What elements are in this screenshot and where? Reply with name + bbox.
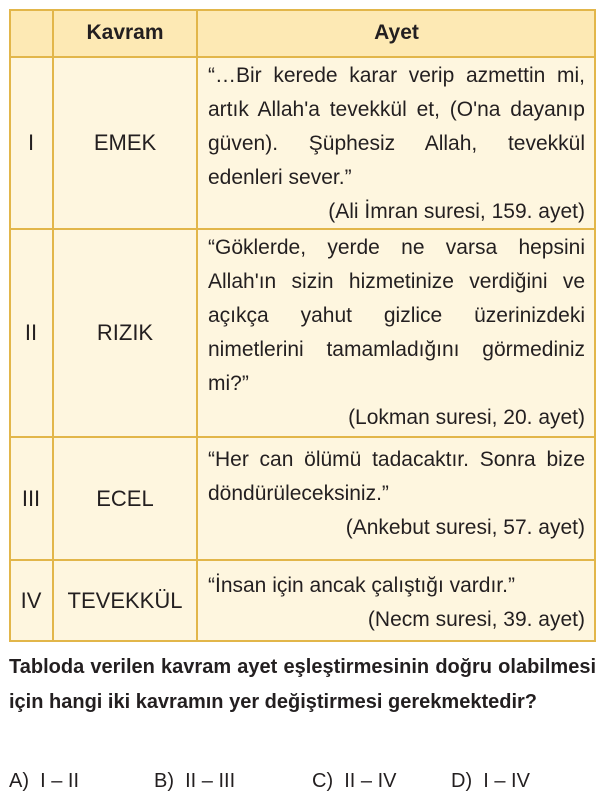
row-num-cell	[9, 560, 53, 642]
row-divider	[9, 56, 596, 58]
option-letter: D)	[451, 770, 473, 792]
row-num: IV	[20, 588, 42, 613]
row-num: II	[24, 320, 38, 345]
row-ayet-cell	[197, 57, 596, 229]
row-kavram: EMEK	[93, 130, 157, 155]
verse-source: (Lokman suresi, 20. ayet)	[348, 406, 585, 429]
row-kavram-cell	[53, 437, 197, 560]
table-border-top	[9, 9, 596, 11]
row-ayet-cell	[197, 560, 596, 642]
verse-source: (Necm suresi, 39. ayet)	[367, 608, 585, 631]
column-divider	[196, 9, 198, 642]
header-ayet-label: Ayet	[374, 21, 419, 44]
header-kavram-cell	[53, 9, 197, 57]
verse-text: “Her can ölümü tadacaktır. Sonra bize döndürüleceksiniz.”	[208, 448, 585, 505]
row-kavram-cell	[53, 560, 197, 642]
row-num-cell	[9, 57, 53, 229]
row-divider	[9, 436, 596, 438]
option-letter: B)	[154, 770, 174, 792]
row-kavram-cell	[53, 229, 197, 437]
header-num-cell	[9, 9, 53, 57]
verse-source: (Ankebut suresi, 57. ayet)	[345, 516, 585, 539]
answer-options	[9, 764, 596, 798]
row-num-cell	[9, 437, 53, 560]
row-ayet-cell	[197, 229, 596, 437]
row-divider	[9, 228, 596, 230]
row-divider	[9, 559, 596, 561]
row-num: III	[21, 485, 41, 511]
option-letter: C)	[312, 770, 334, 792]
table-border-left	[9, 9, 11, 642]
row-ayet-cell	[197, 437, 596, 560]
option-d[interactable]	[451, 764, 530, 798]
row-kavram: ECEL	[96, 485, 154, 511]
option-letter: A)	[9, 770, 29, 792]
option-text: II – III	[185, 770, 236, 792]
option-text: II – IV	[344, 770, 397, 792]
row-kavram-cell	[53, 57, 197, 229]
row-num: I	[27, 130, 35, 155]
verse-text: “…Bir kerede karar verip azmettin mi, artık Allah'a tevekkül et, (O'na dayanıp güven). Şüphesiz Allah, tevekkül edenleri sever.”	[208, 64, 585, 189]
concept-verse-table	[9, 9, 596, 642]
option-text: I – IV	[483, 770, 530, 792]
verse-text: “Göklerde, yerde ne varsa hepsini Allah'ın sizin hizmetinize verdiğini ve açıkça yahut gizlice üzerinizdeki nimetlerini tamamladığını görmediniz mi?”	[208, 236, 585, 395]
option-c[interactable]	[312, 764, 396, 798]
header-kavram-label: Kavram	[86, 21, 164, 44]
column-divider	[52, 9, 54, 642]
verse-text: “İnsan için ancak çalıştığı vardır.”	[208, 574, 515, 597]
row-kavram: TEVEKKÜL	[67, 588, 183, 613]
row-kavram: RIZIK	[96, 320, 154, 345]
verse-source: (Ali İmran suresi, 159. ayet)	[328, 200, 585, 223]
question-text: Tabloda verilen kavram ayet eşleştirmesinin doğru olabilmesi için hangi iki kavramın yer değiştirmesi gerekmektedir?	[9, 656, 596, 713]
table-border-right	[594, 9, 596, 642]
header-ayet-cell	[197, 9, 596, 57]
table-border-bottom	[9, 640, 596, 642]
option-b[interactable]	[154, 764, 235, 798]
option-text: I – II	[40, 770, 80, 792]
row-num-cell	[9, 229, 53, 437]
option-a[interactable]	[9, 764, 79, 798]
